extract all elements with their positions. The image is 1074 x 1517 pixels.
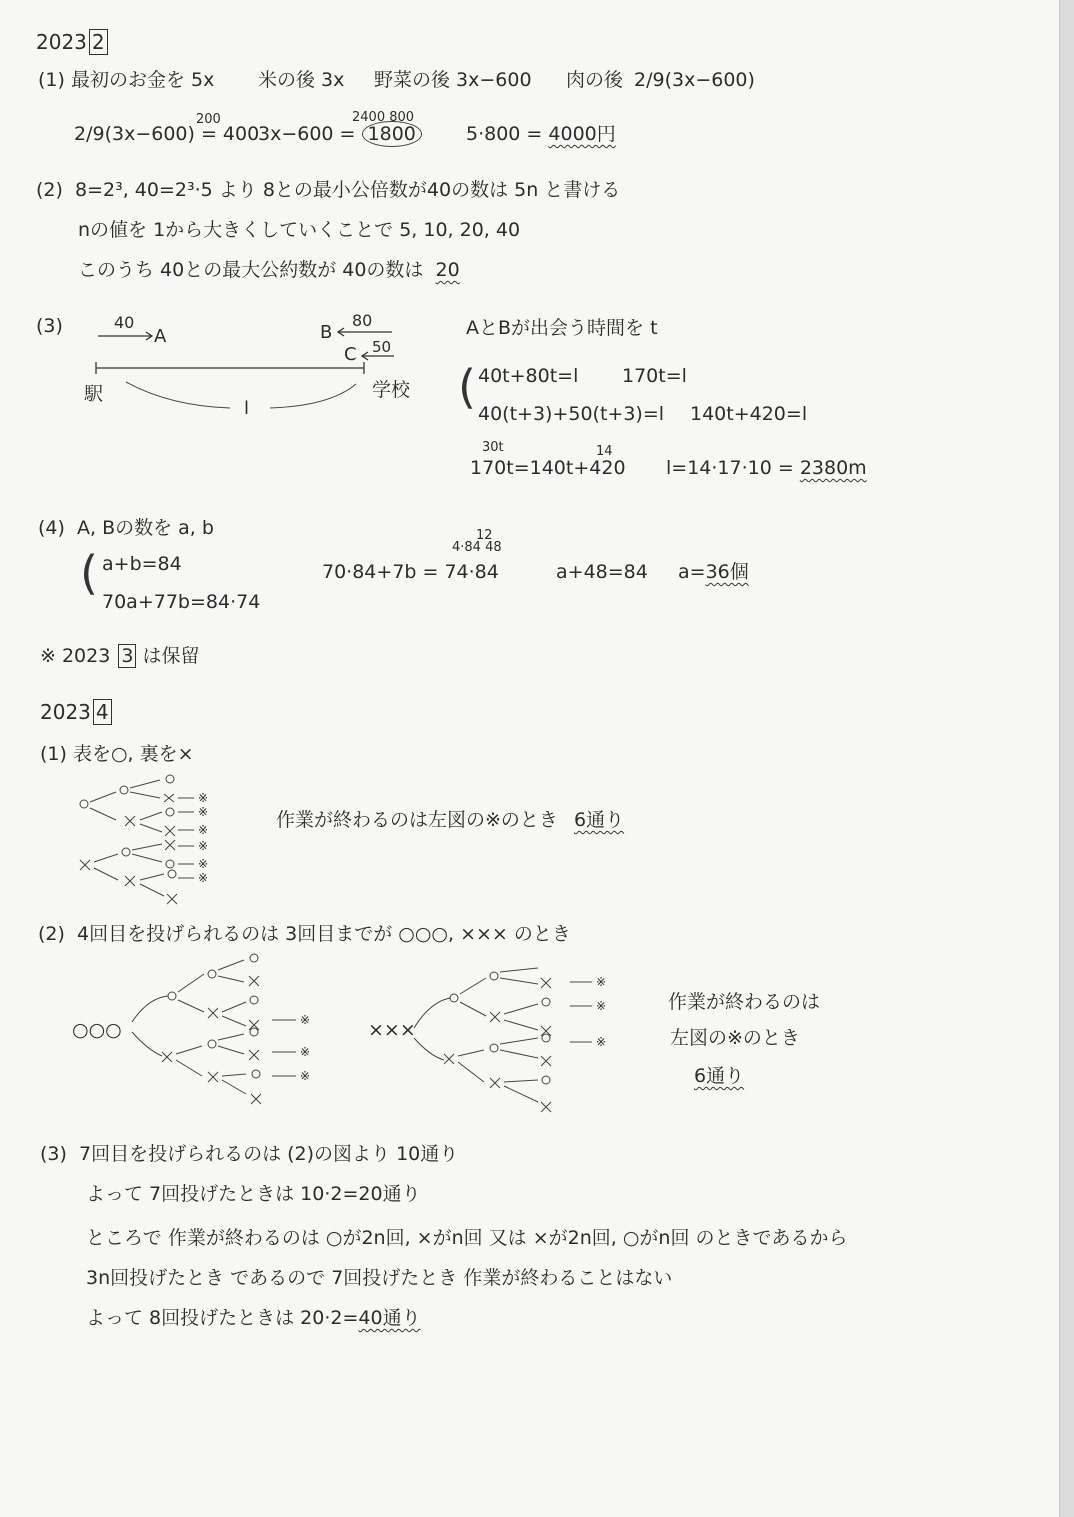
p4-q2-intro: 4回目を投げられるのは 3回目までが ○○○, ××× のとき (77, 923, 571, 945)
hold-note-prefix: ※ 2023 (40, 645, 111, 667)
q4-calc: 70·84+7b = 74·84 (322, 561, 499, 583)
p4-q2-tree1-diagram (128, 950, 328, 1110)
q4-label: (4) (38, 517, 65, 539)
distance-brace-right (270, 384, 356, 408)
speed-a-label: 40 (114, 313, 135, 332)
speed-c-label: 50 (372, 338, 392, 356)
p4-q2-explanation1: 作業が終わるのは (668, 991, 821, 1013)
q1-label: (1) (38, 69, 65, 91)
distance-brace-left (126, 382, 230, 408)
q4-system-brace: ( (80, 546, 98, 600)
p4-q1-explanation: 作業が終わるのは左図の※のとき (276, 809, 558, 831)
school-label: 学校 (372, 379, 411, 401)
q3-result (666, 456, 867, 480)
end-mark: ※ (300, 1069, 311, 1083)
q1-line1 (38, 68, 214, 92)
end-mark: ※ (198, 871, 209, 885)
p4-q3-text3: ところで 作業が終わるのは ○が2n回, ×がn回 又は ×が2n回, ○がn回 のときであるから (86, 1227, 848, 1249)
q1-after-meat: 肉の後 (566, 69, 624, 91)
q3-answer: 2380m (799, 457, 867, 479)
header-year: 2023 (40, 700, 91, 724)
q3-eq2-simplified: 140t+420=l (690, 403, 808, 425)
p4-q2-line1 (38, 922, 571, 946)
q2-answer: 20 (435, 259, 460, 281)
p4-q2-tree2-root: ××× (368, 1019, 416, 1041)
q3-eq3-note1: 30t (482, 440, 504, 455)
speed-b-label: 80 (352, 311, 373, 330)
header-year: 2023 (36, 30, 87, 54)
q1-calc3-expr: 5·800 = (466, 123, 543, 145)
q1-fraction-expression: 2/9(3x−600) (634, 69, 755, 91)
p4-q3-text2: よって 7回投げたときは 10·2=20通り (86, 1183, 421, 1205)
q3-label: (3) (36, 315, 63, 337)
end-mark: ※ (198, 823, 209, 837)
q4-result (678, 560, 749, 584)
q3-eq3-note2: 14 (596, 444, 613, 459)
q3-intro: AとBが出会う時間を t (466, 317, 658, 339)
q4-eq2: 70a+77b=84·74 (102, 591, 261, 613)
end-mark: ※ (300, 1013, 311, 1027)
end-mark: ※ (596, 999, 607, 1013)
p4-q3-line1 (40, 1142, 458, 1166)
q1-after-rice: 米の後 3x (258, 69, 345, 91)
end-mark: ※ (198, 839, 209, 853)
p4-q3-text5: よって 8回投げたときは 20·2= (86, 1307, 359, 1329)
q1-answer: 4000円 (548, 123, 616, 145)
section-header-2023-2 (36, 30, 108, 54)
p4-q3-text1: 7回目を投げられるのは (2)の図より 10通り (79, 1143, 459, 1165)
section-header-2023-4 (40, 700, 112, 724)
hold-note (40, 644, 200, 668)
q2-text3: このうち 40との最大公約数が 40の数は (78, 259, 424, 281)
p4-q2-tree1-root: ○○○ (72, 1019, 122, 1041)
end-mark: ※ (198, 805, 209, 819)
header-number-box: 4 (93, 699, 112, 725)
p4-q1-answer: 6通り (574, 809, 625, 831)
q1-calc2-circled: 1800 (362, 121, 422, 147)
q4-calc-note2: 4·84 48 (452, 540, 502, 555)
q1-initial-money: 最初のお金を 5x (70, 69, 215, 91)
p4-q1-tree-diagram (70, 770, 240, 910)
q2-line1 (36, 178, 620, 202)
q3-distance-diagram (80, 308, 420, 418)
q3-eq2: 40(t+3)+50(t+3)=l (478, 403, 665, 425)
q3-eq1-simplified: 170t=l (622, 365, 687, 387)
scan-edge (1059, 0, 1074, 1517)
q1-after-vegetables: 野菜の後 3x−600 (374, 69, 532, 91)
q4-intro: A, Bの数を a, b (77, 517, 214, 539)
q3-eq1: 40t+80t=l (478, 365, 579, 387)
q2-text2: nの値を 1から大きくしていくことで 5, 10, 20, 40 (78, 219, 521, 241)
end-mark: ※ (198, 857, 209, 871)
point-b: B (320, 322, 333, 343)
p4-q2-tree2-diagram (410, 962, 630, 1122)
q2-label: (2) (36, 179, 63, 201)
end-mark: ※ (198, 791, 209, 805)
p4-q3-line5 (86, 1306, 421, 1330)
p4-q2-answer-wrap (694, 1064, 744, 1088)
q1-calc2-note: 2400 800 (352, 110, 415, 125)
p4-q1-label: (1) (40, 743, 67, 765)
p4-q1-answer-wrap (574, 808, 624, 832)
hold-note-suffix: は保留 (142, 645, 200, 667)
p4-q1-line1 (40, 742, 194, 766)
q1-calc1: 2/9(3x−600) = 400 (74, 123, 260, 145)
q1-calc3 (466, 122, 616, 146)
q4-calc-note: 12 (476, 528, 493, 543)
p4-q2-label: (2) (38, 923, 65, 945)
hold-note-number-box: 3 (118, 644, 136, 668)
q4-line1 (38, 516, 214, 540)
q3-system-brace: ( (458, 360, 476, 414)
q4-result-expr: a= (678, 561, 706, 583)
end-mark: ※ (596, 1035, 607, 1049)
q1-calc2 (258, 122, 422, 146)
p4-q3-answer: 40通り (358, 1307, 421, 1329)
p4-q3-text4: 3n回投げたとき であるので 7回投げたとき 作業が終わることはない (86, 1267, 673, 1289)
p4-q1-intro: 表を○, 裏を× (72, 743, 194, 765)
q4-answer: 36個 (705, 561, 749, 583)
q3-eq3: 170t=140t+420 (470, 457, 626, 479)
q2-line3 (78, 258, 460, 282)
q3-result-expr: l=14·17·10 = (666, 457, 794, 479)
p4-q3-label: (3) (40, 1143, 67, 1165)
p4-q2-answer: 6通り (694, 1065, 745, 1087)
q2-text1: 8=2³, 40=2³·5 より 8との最小公倍数が40の数は 5n と書ける (75, 179, 621, 201)
q1-calc2-expr: 3x−600 = (258, 123, 356, 145)
q4-eq1: a+b=84 (102, 553, 182, 575)
point-c: C (344, 344, 357, 365)
end-mark: ※ (596, 975, 607, 989)
point-a: A (154, 326, 167, 347)
p4-q2-explanation2: 左図の※のとき (670, 1027, 800, 1049)
station-label: 駅 (84, 383, 104, 405)
end-mark: ※ (300, 1045, 311, 1059)
q4-calc2: a+48=84 (556, 561, 648, 583)
header-number-box: 2 (89, 29, 108, 55)
distance-label: l (244, 398, 250, 418)
q1-calc1-note: 200 (196, 112, 221, 127)
